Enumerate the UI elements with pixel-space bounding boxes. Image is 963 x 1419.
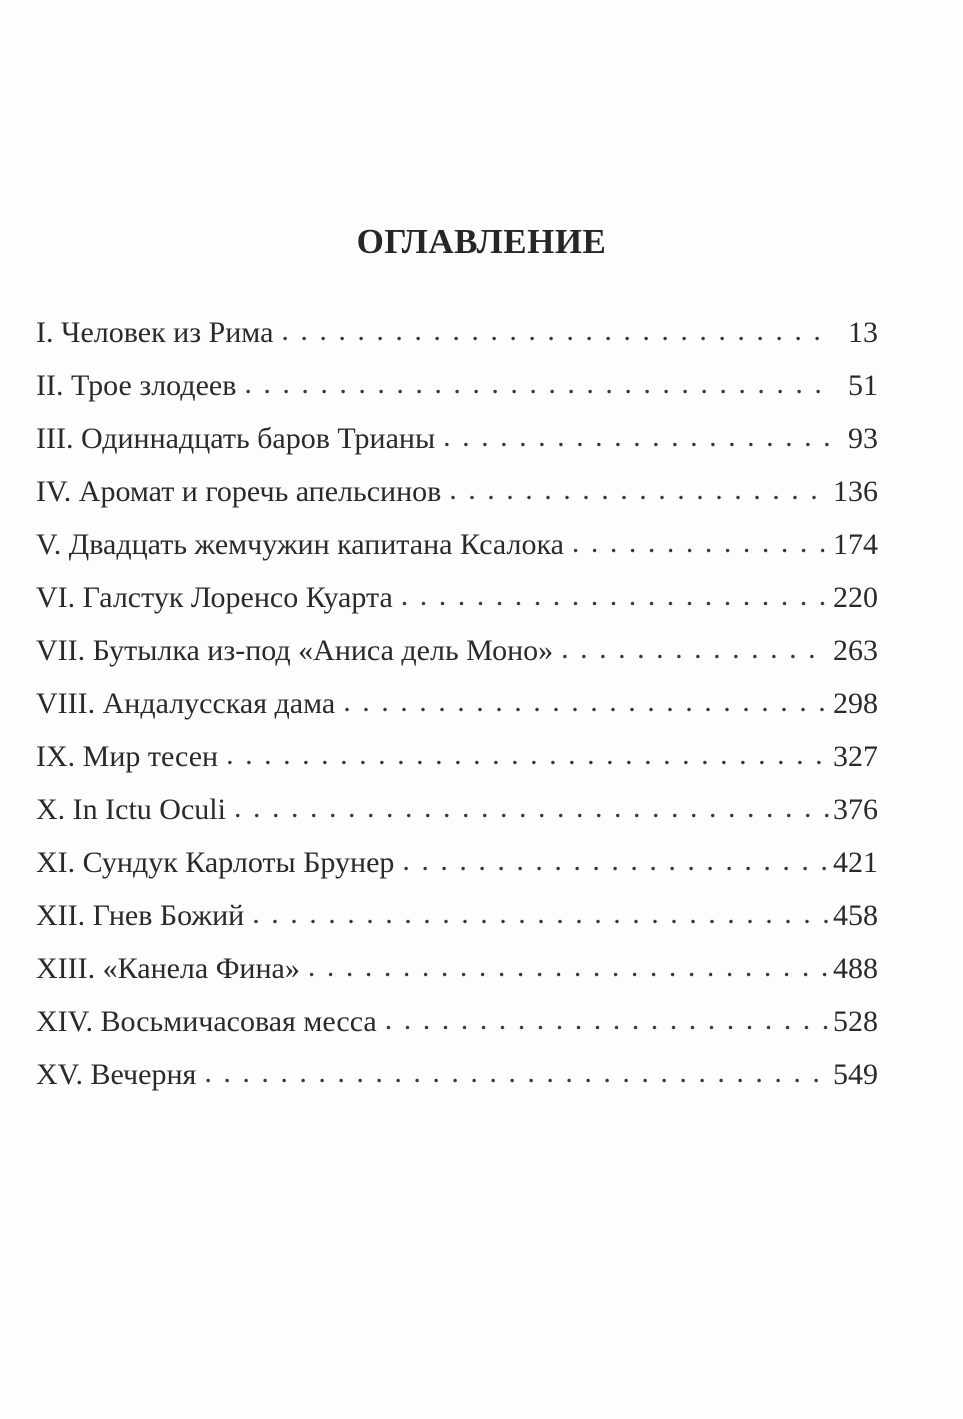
toc-entry-page: 51 bbox=[848, 369, 878, 402]
dot-leader bbox=[449, 463, 829, 516]
toc-entry-page: 174 bbox=[833, 528, 878, 561]
toc-entry bbox=[36, 1048, 878, 1101]
dot-leader bbox=[561, 622, 829, 675]
toc-entry bbox=[36, 306, 878, 359]
toc-entry bbox=[36, 677, 878, 730]
toc-entry-title: V. Двадцать жемчужин капитана Ксалока bbox=[36, 528, 564, 561]
toc-entry-title: IX. Мир тесен bbox=[36, 740, 219, 773]
toc-entry-page: 488 bbox=[833, 952, 878, 985]
dot-leader bbox=[343, 675, 829, 728]
toc-title: ОГЛАВЛЕНИЕ bbox=[356, 222, 607, 261]
dot-leader bbox=[244, 357, 830, 410]
toc-entry bbox=[36, 889, 878, 942]
toc-entry-page: 93 bbox=[848, 422, 878, 455]
dot-leader bbox=[572, 516, 829, 569]
toc-entry-title: VII. Бутылка из-под «Аниса дель Моно» bbox=[36, 634, 554, 667]
toc-entry-page: 13 bbox=[848, 316, 878, 349]
toc-entry-title: II. Трое злодеев bbox=[36, 369, 237, 402]
toc-entry bbox=[36, 359, 878, 412]
toc-entry bbox=[36, 624, 878, 677]
toc-entry-page: 263 bbox=[833, 634, 878, 667]
dot-leader bbox=[204, 1046, 829, 1099]
toc-entry bbox=[36, 730, 878, 783]
dot-leader bbox=[234, 781, 829, 834]
toc-entry-page: 327 bbox=[833, 740, 878, 773]
toc-entry bbox=[36, 518, 878, 571]
toc-entry-page: 298 bbox=[833, 687, 878, 720]
toc-entry-title: XI. Сундук Карлоты Брунер bbox=[36, 846, 395, 879]
dot-leader bbox=[226, 728, 829, 781]
toc-entry bbox=[36, 783, 878, 836]
toc-entry bbox=[36, 836, 878, 889]
toc-entry-title: XII. Гнев Божий bbox=[36, 899, 245, 932]
toc-entry-page: 376 bbox=[833, 793, 878, 826]
toc-entry-page: 549 bbox=[833, 1058, 878, 1091]
toc-entry-title: IV. Аромат и горечь апельсинов bbox=[36, 475, 442, 508]
toc-entry-title: XIV. Восьмичасовая месса bbox=[36, 1005, 377, 1038]
toc-entry-page: 421 bbox=[833, 846, 878, 879]
toc-entry bbox=[36, 412, 878, 465]
dot-leader bbox=[252, 887, 829, 940]
dot-leader bbox=[308, 940, 829, 993]
dot-leader bbox=[402, 834, 829, 887]
dot-leader bbox=[281, 304, 830, 357]
toc-list bbox=[36, 306, 878, 1101]
toc-entry-title: XIII. «Канела Фина» bbox=[36, 952, 300, 985]
dot-leader bbox=[401, 569, 829, 622]
dot-leader bbox=[385, 993, 829, 1046]
toc-entry-page: 136 bbox=[833, 475, 878, 508]
toc-entry-page: 458 bbox=[833, 899, 878, 932]
toc-entry-page: 220 bbox=[833, 581, 878, 614]
toc-entry-title: III. Одиннадцать баров Трианы bbox=[36, 422, 436, 455]
toc-entry bbox=[36, 995, 878, 1048]
toc-entry bbox=[36, 942, 878, 995]
toc-entry-title: VIII. Андалусская дама bbox=[36, 687, 336, 720]
toc-entry-title: XV. Вечерня bbox=[36, 1058, 197, 1091]
toc-entry-title: X. In Ictu Oculi bbox=[36, 793, 226, 826]
dot-leader bbox=[443, 410, 830, 463]
toc-entry bbox=[36, 465, 878, 518]
toc-entry-page: 528 bbox=[833, 1005, 878, 1038]
toc-entry bbox=[36, 571, 878, 624]
toc-entry-title: VI. Галстук Лоренсо Куарта bbox=[36, 581, 393, 614]
toc-entry-title: I. Человек из Рима bbox=[36, 316, 274, 349]
